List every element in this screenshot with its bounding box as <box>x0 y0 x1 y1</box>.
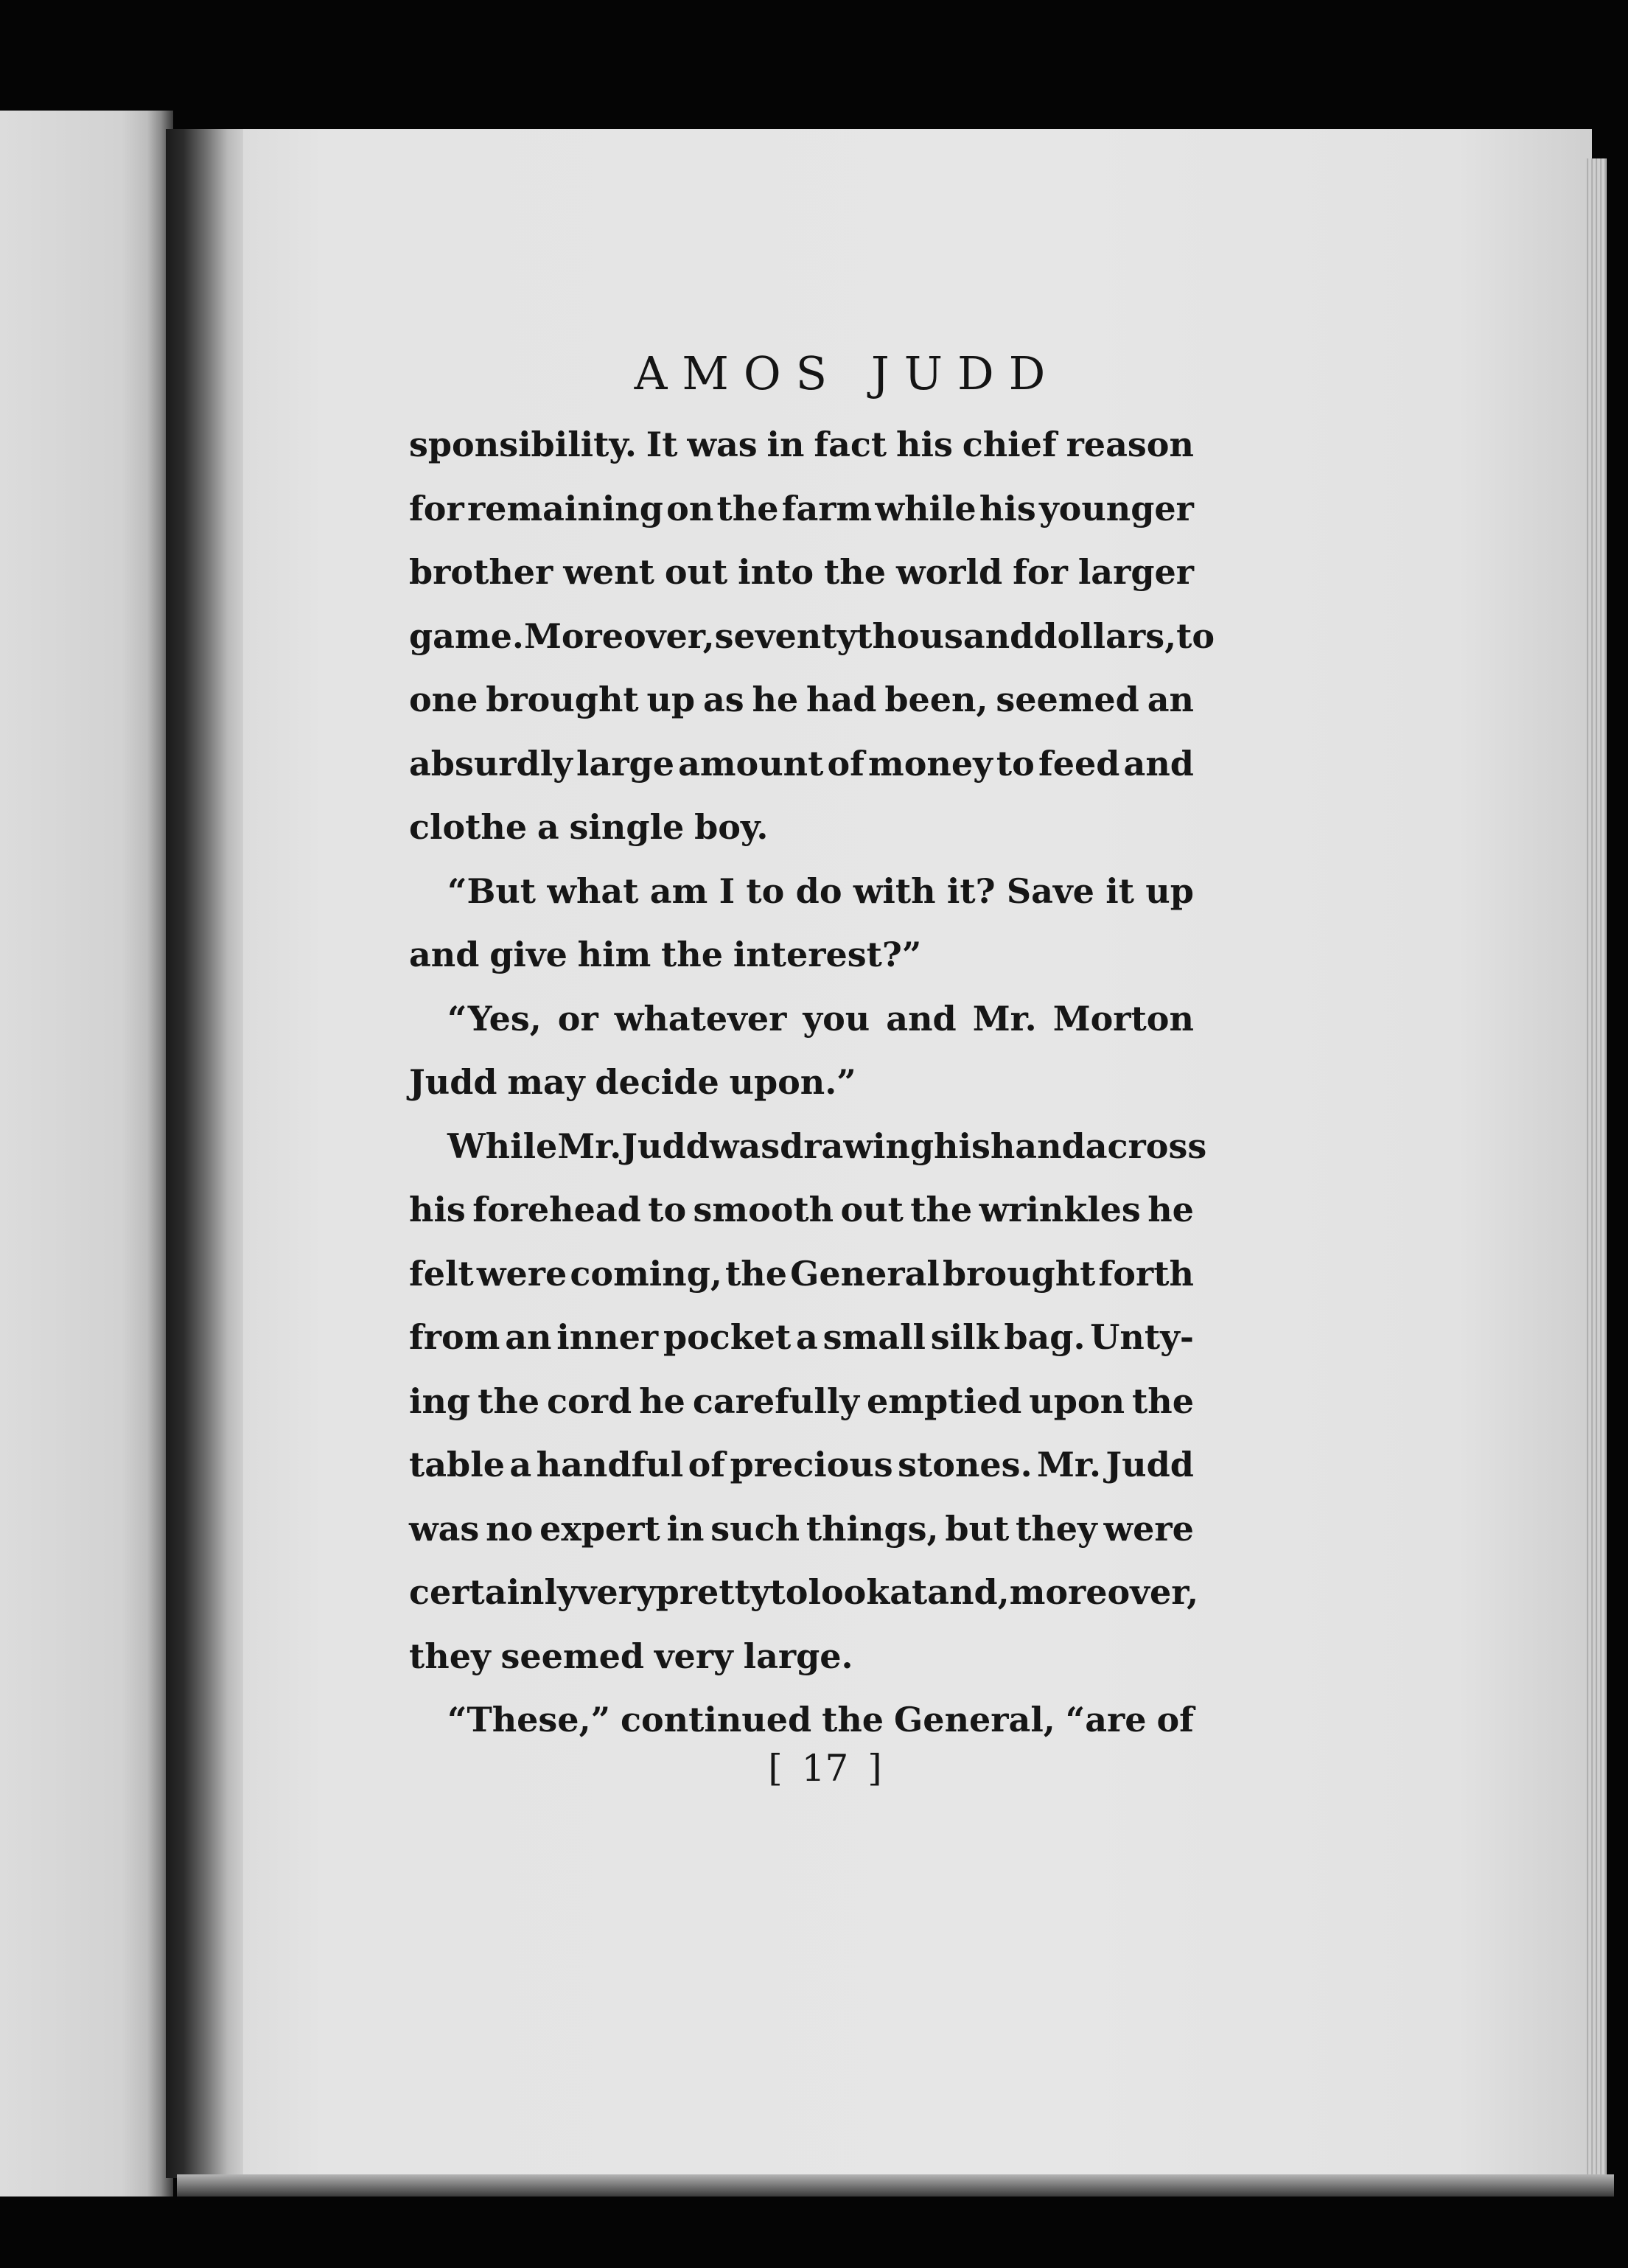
word: it <box>1105 870 1134 911</box>
word: what <box>547 870 639 911</box>
word: drawing <box>780 1126 934 1166</box>
word: Judd <box>621 1126 710 1166</box>
word: pocket <box>663 1317 792 1357</box>
word: Unty- <box>1090 1317 1194 1357</box>
word: farm <box>781 488 873 528</box>
word: his <box>896 425 953 464</box>
word: It <box>646 425 678 464</box>
word: in <box>766 425 805 464</box>
word: to <box>648 1190 687 1229</box>
word: money <box>868 743 993 784</box>
word: the <box>661 935 724 974</box>
word: out <box>840 1190 904 1229</box>
word: from <box>409 1317 500 1357</box>
text-line <box>409 923 1194 987</box>
word: to <box>746 870 785 911</box>
word: a <box>537 807 559 847</box>
word: large <box>576 743 674 784</box>
word: dollars, <box>1033 615 1177 656</box>
text-line <box>409 732 1194 796</box>
word: smooth <box>693 1190 834 1229</box>
word: coming, <box>570 1253 722 1294</box>
word: and <box>886 998 957 1039</box>
word: emptied <box>867 1381 1022 1421</box>
word: pretty <box>655 1572 770 1612</box>
word: in <box>666 1508 705 1549</box>
word: General, <box>894 1700 1055 1740</box>
word: such <box>710 1508 800 1549</box>
word: feed <box>1038 743 1120 784</box>
word: for <box>409 488 464 528</box>
word: brought <box>486 680 639 719</box>
word: do <box>795 870 842 911</box>
word: the <box>725 1253 787 1294</box>
word: game. <box>409 615 524 656</box>
word: brother <box>409 552 553 592</box>
word: for <box>1013 552 1068 592</box>
word: a <box>509 1445 532 1484</box>
word: been, <box>884 680 988 719</box>
word: carefully <box>692 1381 860 1421</box>
word: to <box>996 743 1035 784</box>
word: I <box>719 870 736 911</box>
word: had <box>806 680 877 719</box>
text-line <box>409 1114 1207 1179</box>
word: of <box>1156 1700 1194 1740</box>
word: world <box>895 552 1003 592</box>
word: “Yes, <box>447 998 542 1039</box>
word: Save <box>1006 870 1094 911</box>
word: wrinkles <box>979 1190 1141 1229</box>
word: went <box>563 552 654 592</box>
facing-page <box>0 111 173 2197</box>
word: forehead <box>472 1190 641 1229</box>
word: expert <box>539 1508 660 1549</box>
word: larger <box>1077 552 1194 592</box>
word: was <box>709 1126 780 1166</box>
word: at <box>890 1572 928 1612</box>
text-line <box>409 1178 1194 1242</box>
word: very <box>576 1572 656 1612</box>
word: seemed <box>996 680 1139 719</box>
word: sponsibility. <box>409 425 637 464</box>
word: give <box>489 935 567 974</box>
word: moreover, <box>1009 1572 1199 1612</box>
word: Morton <box>1052 998 1194 1039</box>
word: While <box>447 1126 558 1166</box>
word: him <box>577 935 651 974</box>
word: clothe <box>409 807 528 847</box>
text-line <box>409 987 1194 1051</box>
word: or <box>557 998 598 1039</box>
word: continued <box>620 1700 812 1740</box>
word: silk <box>930 1317 999 1357</box>
word: the <box>822 1700 884 1740</box>
word: you <box>803 998 870 1039</box>
word: younger <box>1038 488 1194 528</box>
word: his <box>979 488 1036 528</box>
text-line <box>409 859 1194 924</box>
body-text <box>409 413 1215 1752</box>
word: was <box>687 425 758 464</box>
word: amount <box>678 743 824 784</box>
word: General <box>790 1253 940 1294</box>
word: as <box>702 680 744 719</box>
text-line <box>409 1497 1194 1561</box>
word: they <box>1016 1508 1097 1549</box>
page-stack-edge <box>1585 158 1607 2193</box>
word: with <box>853 870 936 911</box>
word: look <box>808 1572 890 1612</box>
word: absurdly <box>409 743 573 784</box>
word: Moreover, <box>523 615 715 656</box>
word: decide <box>595 1062 719 1102</box>
word: things, <box>806 1508 939 1549</box>
word: Judd <box>1105 1445 1194 1484</box>
word: the <box>1132 1381 1194 1421</box>
word: of <box>827 743 864 784</box>
word: across <box>1085 1126 1207 1166</box>
book-gutter-shadow <box>166 129 254 2178</box>
word: certainly <box>409 1572 577 1612</box>
text-line <box>409 413 1194 477</box>
text-line <box>409 540 1194 604</box>
word: it? <box>946 870 996 911</box>
page-number: [ 17 ] <box>768 1747 882 1790</box>
word: interest?” <box>733 935 922 974</box>
text-line <box>409 668 1194 732</box>
word: he <box>639 1381 685 1421</box>
word: no <box>486 1508 534 1549</box>
word: handful <box>536 1445 684 1484</box>
word: were <box>1103 1508 1194 1549</box>
word: to <box>1176 615 1215 656</box>
word: fact <box>814 425 887 464</box>
word: he <box>752 680 799 719</box>
word: an <box>1147 680 1194 719</box>
word: were <box>476 1253 567 1294</box>
word: boy. <box>694 807 769 847</box>
word: was <box>409 1508 480 1549</box>
word: small <box>822 1317 926 1357</box>
word: may <box>507 1062 585 1102</box>
text-line <box>409 1625 1194 1689</box>
text-line <box>409 1433 1194 1497</box>
word: while <box>875 488 977 528</box>
page-bottom-edge <box>177 2174 1614 2197</box>
word: remaining <box>467 488 663 528</box>
word: seventy <box>714 615 857 656</box>
word: ing <box>409 1381 471 1421</box>
word: the <box>910 1190 973 1229</box>
text-line <box>409 1242 1194 1306</box>
word: Mr. <box>557 1126 622 1166</box>
word: on <box>666 488 714 528</box>
word: a <box>796 1317 818 1357</box>
text-line <box>409 477 1194 541</box>
word: upon.” <box>729 1062 856 1102</box>
word: an <box>505 1317 552 1357</box>
text-line <box>409 604 1215 669</box>
word: bag. <box>1004 1317 1086 1357</box>
word: out <box>664 552 728 592</box>
text-line <box>409 1050 1194 1114</box>
word: large. <box>743 1636 853 1676</box>
word: he <box>1147 1190 1194 1229</box>
text-line <box>409 1560 1199 1625</box>
word: and <box>1123 743 1194 784</box>
word: felt <box>409 1253 474 1294</box>
word: his <box>934 1126 991 1166</box>
word: one <box>409 680 478 719</box>
word: the <box>478 1381 540 1421</box>
word: “But <box>447 870 537 911</box>
word: forth <box>1098 1253 1194 1294</box>
word: the <box>716 488 779 528</box>
word: chief <box>962 425 1057 464</box>
word: precious <box>730 1445 893 1484</box>
word: of <box>688 1445 726 1484</box>
word: upon <box>1029 1381 1125 1421</box>
word: his <box>409 1190 466 1229</box>
word: and <box>409 935 480 974</box>
running-head: AMOS JUDD <box>634 346 1061 400</box>
word: hand <box>990 1126 1086 1166</box>
word: up <box>1145 870 1194 911</box>
word: Mr. <box>1037 1445 1101 1484</box>
text-line <box>409 1305 1194 1369</box>
word: stones. <box>898 1445 1033 1484</box>
word: single <box>569 807 685 847</box>
word: thousand <box>856 615 1034 656</box>
text-line <box>409 1688 1194 1752</box>
word: “These,” <box>447 1700 611 1740</box>
word: Judd <box>409 1062 497 1102</box>
word: to <box>769 1572 808 1612</box>
word: into <box>738 552 814 592</box>
word: and, <box>927 1572 1010 1612</box>
word: up <box>646 680 696 719</box>
word: whatever <box>614 998 787 1039</box>
text-line <box>409 1369 1194 1434</box>
word: brought <box>943 1253 1096 1294</box>
text-line <box>409 795 1194 859</box>
word: table <box>409 1445 505 1484</box>
word: they <box>409 1636 491 1676</box>
word: inner <box>556 1317 659 1357</box>
word: reason <box>1066 425 1194 464</box>
word: the <box>824 552 886 592</box>
word: seemed <box>500 1636 645 1676</box>
word: very <box>654 1636 733 1676</box>
word: Mr. <box>972 998 1037 1039</box>
word: am <box>649 870 708 911</box>
word: “are <box>1065 1700 1147 1740</box>
word: cord <box>547 1381 632 1421</box>
word: but <box>945 1508 1010 1549</box>
